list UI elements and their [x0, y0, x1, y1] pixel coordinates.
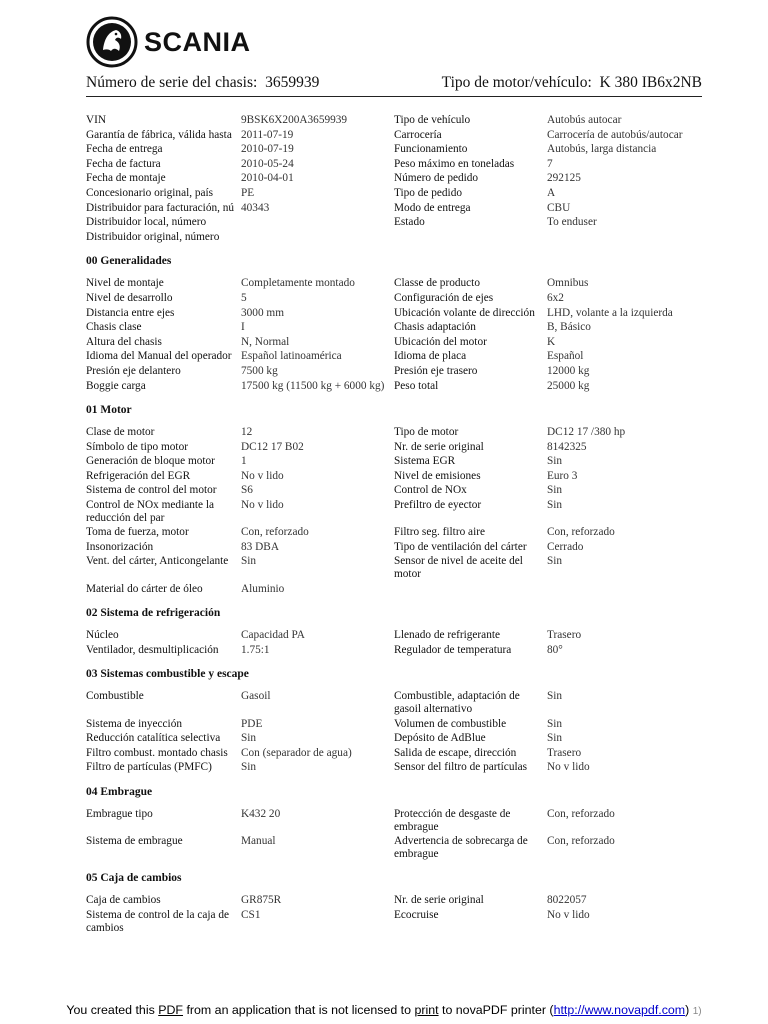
spec-value: 8142325	[547, 440, 587, 453]
spec-value: Sin	[241, 761, 257, 774]
spec-value: 8022057	[547, 894, 587, 907]
spec-value: Sin	[241, 732, 257, 745]
spec-row	[86, 129, 702, 142]
spec-row	[86, 629, 702, 642]
spec-value: Cerrado	[547, 540, 584, 553]
spec-value: Aluminio	[241, 582, 285, 595]
spec-row	[86, 747, 702, 760]
spec-row	[86, 231, 702, 244]
spec-label: Sistema de control de la caja de cambios	[86, 908, 230, 934]
spec-value: DC12 17 B02	[241, 440, 304, 453]
brand-logo	[86, 16, 251, 68]
spec-row	[86, 441, 702, 454]
spec-value: Autobús, larga distancia	[547, 143, 657, 156]
spec-row	[86, 541, 702, 554]
spec-label: Número de pedido	[394, 172, 479, 185]
spec-label: Prefiltro de eyector	[394, 499, 482, 512]
spec-value: No v lido	[547, 761, 590, 774]
spec-label: Nivel de emisiones	[394, 469, 481, 482]
spec-value: Euro 3	[547, 469, 578, 482]
spec-value: 12000 kg	[547, 364, 590, 377]
spec-row	[86, 277, 702, 290]
spec-value: Omnibus	[547, 277, 589, 290]
spec-label: Modo de entrega	[394, 201, 471, 214]
spec-label: Tipo de vehículo	[394, 114, 471, 126]
section-title: 00 Generalidades	[86, 255, 172, 268]
spec-value: Sin	[241, 555, 257, 568]
spec-label: Regulador de temperatura	[394, 643, 512, 656]
spec-label: Ubicación volante de dirección	[394, 306, 535, 319]
spec-value	[241, 231, 394, 244]
spec-label: Sistema de inyección	[86, 717, 182, 730]
spec-label: Ecocruise	[394, 908, 439, 921]
spec-label: Presión eje trasero	[394, 364, 478, 377]
spec-label: Embrague tipo	[86, 807, 153, 820]
spec-row	[86, 583, 702, 596]
spec-value: 40343	[241, 201, 270, 214]
spec-value: 80°	[547, 643, 563, 656]
spec-label: Distribuidor original, número	[86, 230, 220, 243]
spec-label: Idioma de placa	[394, 350, 467, 363]
spec-value: 5	[241, 291, 247, 304]
spec-value: Autobús autocar	[547, 114, 622, 126]
spec-row	[86, 321, 702, 334]
spec-label: Distribuidor para facturación, nú	[86, 201, 235, 214]
spec-label: Combustible	[86, 690, 144, 703]
spec-value: Trasero	[547, 629, 582, 642]
spec-label: Filtro seg. filtro aire	[394, 526, 485, 539]
spec-label: Altura del chasis	[86, 335, 162, 348]
spec-label: Presión eje delantero	[86, 364, 181, 377]
spec-value: Con, reforzado	[547, 526, 615, 539]
spec-value	[547, 231, 702, 244]
spec-value: A	[547, 186, 556, 199]
spec-label: VIN	[86, 114, 107, 126]
spec-value: 1.75:1	[241, 643, 270, 656]
spec-value: PDE	[241, 717, 263, 730]
spec-label: Control de NOx	[394, 484, 467, 497]
spec-value: 25000 kg	[547, 379, 590, 392]
spec-label: Volumen de combustible	[394, 717, 507, 730]
spec-label: Control de NOx mediante la reducción del par	[86, 499, 215, 524]
spec-label: Nivel de montaje	[86, 277, 164, 290]
spec-value: 2010-05-24	[241, 157, 294, 170]
spec-label: Nr. de serie original	[394, 894, 484, 907]
spec-value: Sin	[547, 499, 563, 512]
spec-label: Sensor del filtro de partículas	[394, 761, 528, 774]
spec-value: Sin	[547, 455, 563, 468]
spec-value: Sin	[547, 555, 563, 568]
spec-label: Nivel de desarrollo	[86, 291, 173, 304]
spec-label: Sistema EGR	[394, 455, 456, 468]
spec-label: Depósito de AdBlue	[394, 732, 486, 745]
spec-value: No v lido	[547, 908, 590, 921]
spec-value: Completamente montado	[241, 277, 355, 290]
spec-value: Sin	[547, 717, 563, 730]
spec-value: Sin	[547, 484, 563, 497]
spec-label: Vent. del cárter, Anticongelante	[86, 555, 229, 568]
griffin-emblem-icon	[86, 16, 138, 68]
spec-value: 17500 kg (11500 kg + 6000 kg)	[241, 379, 385, 392]
spec-label: Material do cárter de óleo	[86, 582, 203, 595]
spec-value: Sin	[547, 690, 563, 703]
spec-label: Fecha de factura	[86, 157, 161, 170]
spec-row	[86, 909, 702, 934]
section-title: 01 Motor	[86, 404, 132, 417]
section-title: 02 Sistema de refrigeración	[86, 607, 221, 620]
spec-label: Chasis clase	[86, 321, 142, 334]
spec-table	[86, 114, 702, 936]
spec-value: Español	[547, 350, 584, 363]
spec-value: S6	[241, 484, 253, 497]
spec-value: Gasoil	[241, 690, 271, 703]
spec-value: CS1	[241, 908, 261, 921]
spec-value: 2010-04-01	[241, 172, 294, 185]
spec-row	[86, 690, 702, 715]
spec-row	[86, 894, 702, 907]
spec-label: Tipo de pedido	[394, 186, 462, 199]
document-header	[86, 74, 702, 97]
spec-label: Generación de bloque motor	[86, 455, 215, 468]
spec-row	[86, 114, 702, 127]
spec-label: Filtro de partículas (PMFC)	[86, 761, 212, 774]
spec-label: Salida de escape, dirección	[394, 746, 517, 759]
spec-row	[86, 143, 702, 156]
spec-label: Boggie carga	[86, 379, 146, 392]
spec-label: Insonorización	[86, 540, 154, 553]
spec-label: Nr. de serie original	[394, 440, 484, 453]
spec-value: Sin	[547, 732, 563, 745]
spec-value: PE	[241, 186, 255, 199]
spec-row	[86, 158, 702, 171]
spec-value: GR875R	[241, 894, 282, 907]
spec-row	[86, 732, 702, 745]
spec-value: Con, reforzado	[547, 835, 615, 848]
page-number: 1)	[692, 1006, 702, 1017]
spec-value: No v lido	[241, 469, 284, 482]
spec-label: Chasis adaptación	[394, 321, 476, 334]
spec-label: Classe de producto	[394, 277, 480, 290]
spec-label: Peso máximo en toneladas	[394, 157, 515, 170]
spec-label: Fecha de entrega	[86, 143, 163, 156]
spec-row	[86, 835, 702, 860]
spec-label: Ventilador, desmultiplicación	[86, 643, 219, 656]
spec-row	[86, 202, 702, 215]
spec-value: 2011-07-19	[241, 128, 294, 141]
spec-value: 3000 mm	[241, 306, 284, 319]
section-title: 03 Sistemas combustible y escape	[86, 668, 249, 681]
spec-label: Sistema de control del motor	[86, 484, 217, 497]
spec-label: Configuración de ejes	[394, 291, 494, 304]
spec-label: Concesionario original, país	[86, 186, 214, 199]
spec-value: 7	[547, 157, 553, 170]
spec-value: K	[547, 335, 556, 348]
spec-label: Carrocería	[394, 128, 442, 141]
spec-value: Manual	[241, 835, 276, 848]
spec-value: 2010-07-19	[241, 143, 294, 156]
spec-row	[86, 365, 702, 378]
spec-row	[86, 470, 702, 483]
spec-label: Caja de cambios	[86, 894, 161, 907]
spec-value: 1	[241, 455, 247, 468]
spec-value: Con, reforzado	[547, 807, 615, 820]
spec-value: N, Normal	[241, 335, 290, 348]
spec-label	[394, 583, 547, 596]
spec-value: 12	[241, 426, 253, 439]
spec-row	[86, 336, 702, 349]
spec-row	[86, 307, 702, 320]
spec-row	[86, 216, 702, 229]
spec-label: Garantía de fábrica, válida hasta	[86, 128, 232, 141]
spec-value: K432 20	[241, 807, 281, 820]
spec-value: B, Básico	[547, 321, 591, 334]
spec-label: Sistema de embrague	[86, 835, 183, 848]
spec-value: Español latinoamérica	[241, 350, 342, 363]
spec-value: 9BSK6X200A3659939	[241, 114, 348, 126]
spec-value: 292125	[547, 172, 581, 185]
spec-label: Refrigeración del EGR	[86, 469, 191, 482]
spec-row	[86, 455, 702, 468]
spec-row	[86, 172, 702, 185]
spec-label: Ubicación del motor	[394, 335, 487, 348]
spec-value: To enduser	[547, 216, 597, 229]
spec-label: Símbolo de tipo motor	[86, 440, 188, 453]
spec-value: DC12 17 /380 hp	[547, 426, 626, 439]
spec-row	[86, 426, 702, 439]
spec-label: Tipo de ventilación del cárter	[394, 540, 527, 553]
spec-row	[86, 644, 702, 657]
spec-row	[86, 808, 702, 833]
spec-row	[86, 484, 702, 497]
spec-row	[86, 499, 702, 524]
spec-label: Advertencia de sobrecarga de embrague	[394, 835, 528, 860]
spec-value: Con (separador de agua)	[241, 746, 352, 759]
spec-label: Reducción catalítica selectiva	[86, 732, 221, 745]
spec-row	[86, 292, 702, 305]
brand-name: SCANIA	[144, 26, 251, 57]
nova-pdf-footer: You created this PDF from an application that is not licensed to print to novaPDF printer (http://www.novapdf.com) 1)	[66, 1003, 702, 1017]
spec-label: Filtro combust. montado chasis	[86, 746, 228, 759]
novapdf-link[interactable]: http://www.novapdf.com	[553, 1003, 686, 1017]
spec-label: Clase de motor	[86, 426, 155, 439]
spec-label: Funcionamiento	[394, 143, 468, 156]
spec-label: Estado	[394, 216, 425, 229]
spec-label: Fecha de montaje	[86, 172, 166, 185]
spec-value: CBU	[547, 201, 571, 214]
spec-row	[86, 555, 702, 580]
section-title: 05 Caja de cambios	[86, 872, 182, 885]
spec-value	[547, 583, 702, 596]
spec-value: 83 DBA	[241, 540, 279, 553]
spec-label: Toma de fuerza, motor	[86, 526, 189, 539]
spec-row	[86, 380, 702, 393]
spec-row	[86, 526, 702, 539]
spec-value: LHD, volante a la izquierda	[547, 306, 673, 319]
spec-value: Trasero	[547, 746, 582, 759]
spec-label: Sensor de nivel de aceite del motor	[394, 555, 523, 581]
spec-label: Núcleo	[86, 629, 119, 642]
spec-label: Peso total	[394, 379, 439, 392]
spec-value: No v lido	[241, 499, 284, 512]
spec-label: Combustible, adaptación de gasoil alternativo	[394, 690, 520, 715]
spec-label	[394, 231, 547, 244]
chassis-number: Número de serie del chasis: 3659939	[86, 74, 320, 91]
spec-value	[241, 216, 394, 229]
engine-vehicle-type: Tipo de motor/vehículo: K 380 IB6x2NB	[441, 74, 702, 91]
spec-row	[86, 718, 702, 731]
spec-value: Capacidad PA	[241, 629, 305, 642]
section-title: 04 Embrague	[86, 785, 153, 798]
spec-label: Llenado de refrigerante	[394, 629, 501, 642]
spec-label: Distancia entre ejes	[86, 306, 175, 319]
spec-label: Idioma del Manual del operador	[86, 350, 232, 363]
spec-value: 6x2	[547, 291, 564, 304]
spec-label: Tipo de motor	[394, 426, 459, 439]
spec-label: Distribuidor local, número	[86, 216, 207, 229]
spec-row	[86, 187, 702, 200]
spec-row	[86, 350, 702, 363]
spec-value: I	[241, 321, 245, 334]
spec-value: Carrocería de autobús/autocar	[547, 128, 683, 141]
spec-value: 7500 kg	[241, 364, 278, 377]
spec-label: Protección de desgaste de embrague	[394, 807, 511, 833]
spec-value: Con, reforzado	[241, 526, 309, 539]
spec-row	[86, 761, 702, 774]
